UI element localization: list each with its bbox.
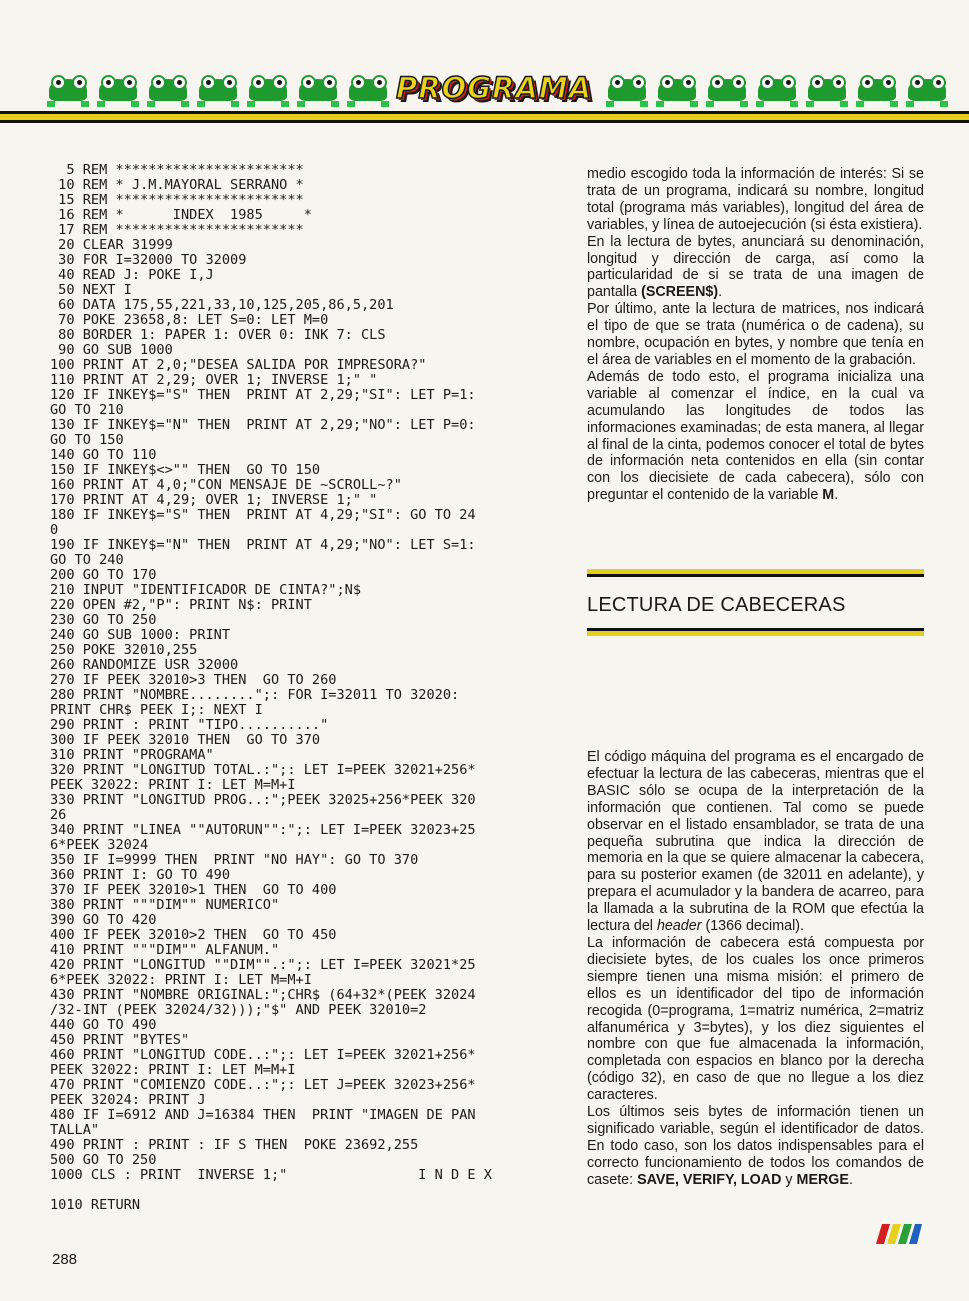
frog-row-right: [604, 73, 950, 109]
section-rule-bottom: [587, 628, 924, 636]
listing-line: 50 NEXT I: [50, 282, 132, 298]
listing-line: 1010 RETURN: [50, 1197, 141, 1213]
frog-icon: [95, 73, 141, 107]
article-column-bottom: [587, 749, 924, 1189]
frog-icon: [854, 73, 900, 107]
listing-line: 420 PRINT "LONGITUD ""DIM"".:";: LET I=PEEK 32021*25: [50, 957, 476, 973]
listing-line: PRINT CHR$ PEEK I;: NEXT I: [50, 702, 263, 718]
frog-icon: [754, 73, 800, 107]
listing-line: 130 IF INKEY$="N" THEN PRINT AT 2,29;"NO": LET P=0:: [50, 417, 476, 433]
listing-line: 110 PRINT AT 2,29; OVER 1; INVERSE 1;" ": [50, 372, 378, 388]
frog-row-left: [45, 73, 391, 109]
frog-icon: [245, 73, 291, 107]
page-number: 288: [52, 1251, 78, 1268]
listing-line: 150 IF INKEY$<>"" THEN GO TO 150: [50, 462, 321, 478]
listing-line: 260 RANDOMIZE USR 32000: [50, 657, 239, 673]
paragraph: El código máquina del programa es el encargado de efectuar la lectura de las cabeceras, mientras que el BASIC sólo se ocupa de la interpretación de la información que contienen. Tal como se puede observar en el listado ensamblador, se trata de una pequeña subrutina que indica la dirección de memoria en la que se quiere almacenar la cabecera, para su posterior examen (de 32011 en adelante), y prepara el acumulador y la bandera de acarreo, para la llamada a la subrutina de la ROM que efectúa la lectura del header (1366 decimal).: [587, 749, 924, 935]
basic-program-listing: [50, 163, 570, 1213]
listing-line: 16 REM * INDEX 1985 *: [50, 207, 312, 223]
listing-line: 470 PRINT "COMIENZO CODE..:";: LET J=PEEK 32023+256*: [50, 1077, 476, 1093]
paragraph: En la lectura de bytes, anunciará su denominación, longitud y dirección de carga, así como la particularidad de si se trata de una imagen de pantalla (SCREEN$).: [587, 233, 924, 301]
section-rule-top: [587, 569, 924, 577]
listing-line: 400 IF PEEK 32010>2 THEN GO TO 450: [50, 927, 337, 943]
listing-line: 70 POKE 23658,8: LET S=0: LET M=0: [50, 312, 329, 328]
frog-icon: [804, 73, 850, 107]
listing-line: PEEK 32022: PRINT I: LET M=M+I: [50, 777, 296, 793]
listing-line: 210 INPUT "IDENTIFICADOR DE CINTA?";N$: [50, 582, 361, 598]
paragraph: medio escogido toda la información de interés: Si se trata de un programa, indicará su nombre, longitud total (programa más variables), longitud del área de variables, y línea de autoejecución (si ésta existiera).: [587, 166, 924, 233]
listing-line: 280 PRINT "NOMBRE........";: FOR I=32011 TO 32020:: [50, 687, 460, 703]
listing-line: 230 GO TO 250: [50, 612, 157, 628]
listing-line: 80 BORDER 1: PAPER 1: OVER 0: INK 7: CLS: [50, 327, 386, 343]
listing-line: 1000 CLS : PRINT INVERSE 1;" I N D E X: [50, 1167, 492, 1183]
listing-line: 120 IF INKEY$="S" THEN PRINT AT 2,29;"SI": LET P=1:: [50, 387, 476, 403]
listing-line: 170 PRINT AT 4,29; OVER 1; INVERSE 1;" ": [50, 492, 378, 508]
listing-line: 5 REM ***********************: [50, 162, 304, 178]
listing-line: 90 GO SUB 1000: [50, 342, 173, 358]
listing-line: 490 PRINT : PRINT : IF S THEN POKE 23692,255: [50, 1137, 419, 1153]
frog-icon: [45, 73, 91, 107]
section-title: LECTURA DE CABECERAS: [587, 594, 846, 616]
listing-line: GO TO 150: [50, 432, 124, 448]
listing-line: 250 POKE 32010,255: [50, 642, 198, 658]
rainbow-stripes-logo: [876, 1224, 922, 1244]
listing-line: 17 REM ***********************: [50, 222, 304, 238]
listing-line: 390 GO TO 420: [50, 912, 157, 928]
article-column-top: [587, 166, 924, 504]
listing-line: 190 IF INKEY$="N" THEN PRINT AT 4,29;"NO": LET S=1:: [50, 537, 476, 553]
listing-line: PEEK 32022: PRINT I: LET M=M+I: [50, 1062, 296, 1078]
listing-line: 440 GO TO 490: [50, 1017, 157, 1033]
listing-line: 60 DATA 175,55,221,33,10,125,205,86,5,201: [50, 297, 394, 313]
listing-line: 370 IF PEEK 32010>1 THEN GO TO 400: [50, 882, 337, 898]
paragraph: Los últimos seis bytes de información tienen un significado variable, según el identificador de datos. En todo caso, son los datos indispensables para el correcto funcionamiento de todos los comandos de casete: SAVE, VERIFY, LOAD y MERGE.: [587, 1104, 924, 1188]
frog-icon: [904, 73, 950, 107]
listing-line: 350 IF I=9999 THEN PRINT "NO HAY": GO TO 370: [50, 852, 419, 868]
listing-line: 160 PRINT AT 4,0;"CON MENSAJE DE ~SCROLL~?": [50, 477, 402, 493]
listing-line: 500 GO TO 250: [50, 1152, 157, 1168]
listing-line: 220 OPEN #2,"P": PRINT N$: PRINT: [50, 597, 312, 613]
listing-line: 140 GO TO 110: [50, 447, 157, 463]
listing-line: 180 IF INKEY$="S" THEN PRINT AT 4,29;"SI": GO TO 24: [50, 507, 476, 523]
listing-line: PEEK 32024: PRINT J: [50, 1092, 206, 1108]
banner-title-box: [396, 69, 593, 107]
frog-icon: [195, 73, 241, 107]
header-rule-bottom: [0, 120, 969, 123]
listing-line: 460 PRINT "LONGITUD CODE..:";: LET I=PEEK 32021+256*: [50, 1047, 476, 1063]
listing-line: 200 GO TO 170: [50, 567, 157, 583]
paragraph: Además de todo esto, el programa inicializa una variable al comenzar el índice, en la cual va acumulando las longitudes de todos las informaciones examinadas; de esta manera, al llegar al final de la cinta, podemos conocer el total de bytes de información neta contenidos en ella (sin contar con los diecisiete de cada cabecera), sólo con preguntar el contenido de la variable M.: [587, 368, 924, 504]
frog-icon: [145, 73, 191, 107]
banner-title: PROGRAMA: [396, 71, 593, 105]
listing-line: 330 PRINT "LONGITUD PROG..:";PEEK 32025+256*PEEK 320: [50, 792, 476, 808]
listing-line: /32-INT (PEEK 32024/32)));"$" AND PEEK 32010=2: [50, 1002, 427, 1018]
listing-line: 430 PRINT "NOMBRE ORIGINAL:";CHR$ (64+32*(PEEK 32024: [50, 987, 476, 1003]
listing-line: GO TO 210: [50, 402, 124, 418]
frog-icon: [295, 73, 341, 107]
listing-line: 20 CLEAR 31999: [50, 237, 173, 253]
paragraph: Por último, ante la lectura de matrices, nos indicará el tipo de que se trata (numérica o de cadena), su nombre, ocupación en bytes, y nombre que tenía en el área de variables en el momento de la grabación.: [587, 301, 924, 368]
listing-line: GO TO 240: [50, 552, 124, 568]
listing-line: 290 PRINT : PRINT "TIPO..........": [50, 717, 329, 733]
listing-line: 360 PRINT I: GO TO 490: [50, 867, 231, 883]
frog-icon: [345, 73, 391, 107]
frog-icon: [654, 73, 700, 107]
listing-line: 270 IF PEEK 32010>3 THEN GO TO 260: [50, 672, 337, 688]
frog-icon: [604, 73, 650, 107]
listing-line: 380 PRINT """DIM"" NUMERICO": [50, 897, 280, 913]
listing-line: 340 PRINT "LINEA ""AUTORUN"":";: LET I=PEEK 32023+25: [50, 822, 476, 838]
listing-line: 450 PRINT "BYTES": [50, 1032, 190, 1048]
listing-line: TALLA": [50, 1122, 100, 1138]
listing-line: 15 REM ***********************: [50, 192, 304, 208]
listing-line: 40 READ J: POKE I,J: [50, 267, 214, 283]
frog-icon: [704, 73, 750, 107]
listing-line: 310 PRINT "PROGRAMA": [50, 747, 214, 763]
listing-line: 320 PRINT "LONGITUD TOTAL.:";: LET I=PEEK 32021+256*: [50, 762, 476, 778]
listing-line: 480 IF I=6912 AND J=16384 THEN PRINT "IMAGEN DE PAN: [50, 1107, 476, 1123]
listing-line: 300 IF PEEK 32010 THEN GO TO 370: [50, 732, 321, 748]
listing-line: 410 PRINT """DIM"" ALFANUM.": [50, 942, 280, 958]
listing-line: [50, 1183, 570, 1198]
listing-line: 10 REM * J.M.MAYORAL SERRANO *: [50, 177, 304, 193]
listing-line: 240 GO SUB 1000: PRINT: [50, 627, 231, 643]
listing-line: 6*PEEK 32024: [50, 837, 149, 853]
paragraph: La información de cabecera está compuesta por diecisiete bytes, de los cuales los once primeros siempre tienen una misma misión: el primero de ellos es un identificador del tipo de información recogida (0=programa, 1=matriz numérica, 2=matriz alfanumérica y 3=bytes), y los diez siguientes el nombre con que fue almacenada la información, completada con espacios en blanco por la derecha (código 32), en caso de que no llegue a los diez caracteres.: [587, 934, 924, 1104]
listing-line: 0: [50, 522, 59, 538]
listing-line: 26: [50, 807, 67, 823]
listing-line: 6*PEEK 32022: PRINT I: LET M=M+I: [50, 972, 312, 988]
listing-line: 30 FOR I=32000 TO 32009: [50, 252, 247, 268]
listing-line: 100 PRINT AT 2,0;"DESEA SALIDA POR IMPRESORA?": [50, 357, 427, 373]
